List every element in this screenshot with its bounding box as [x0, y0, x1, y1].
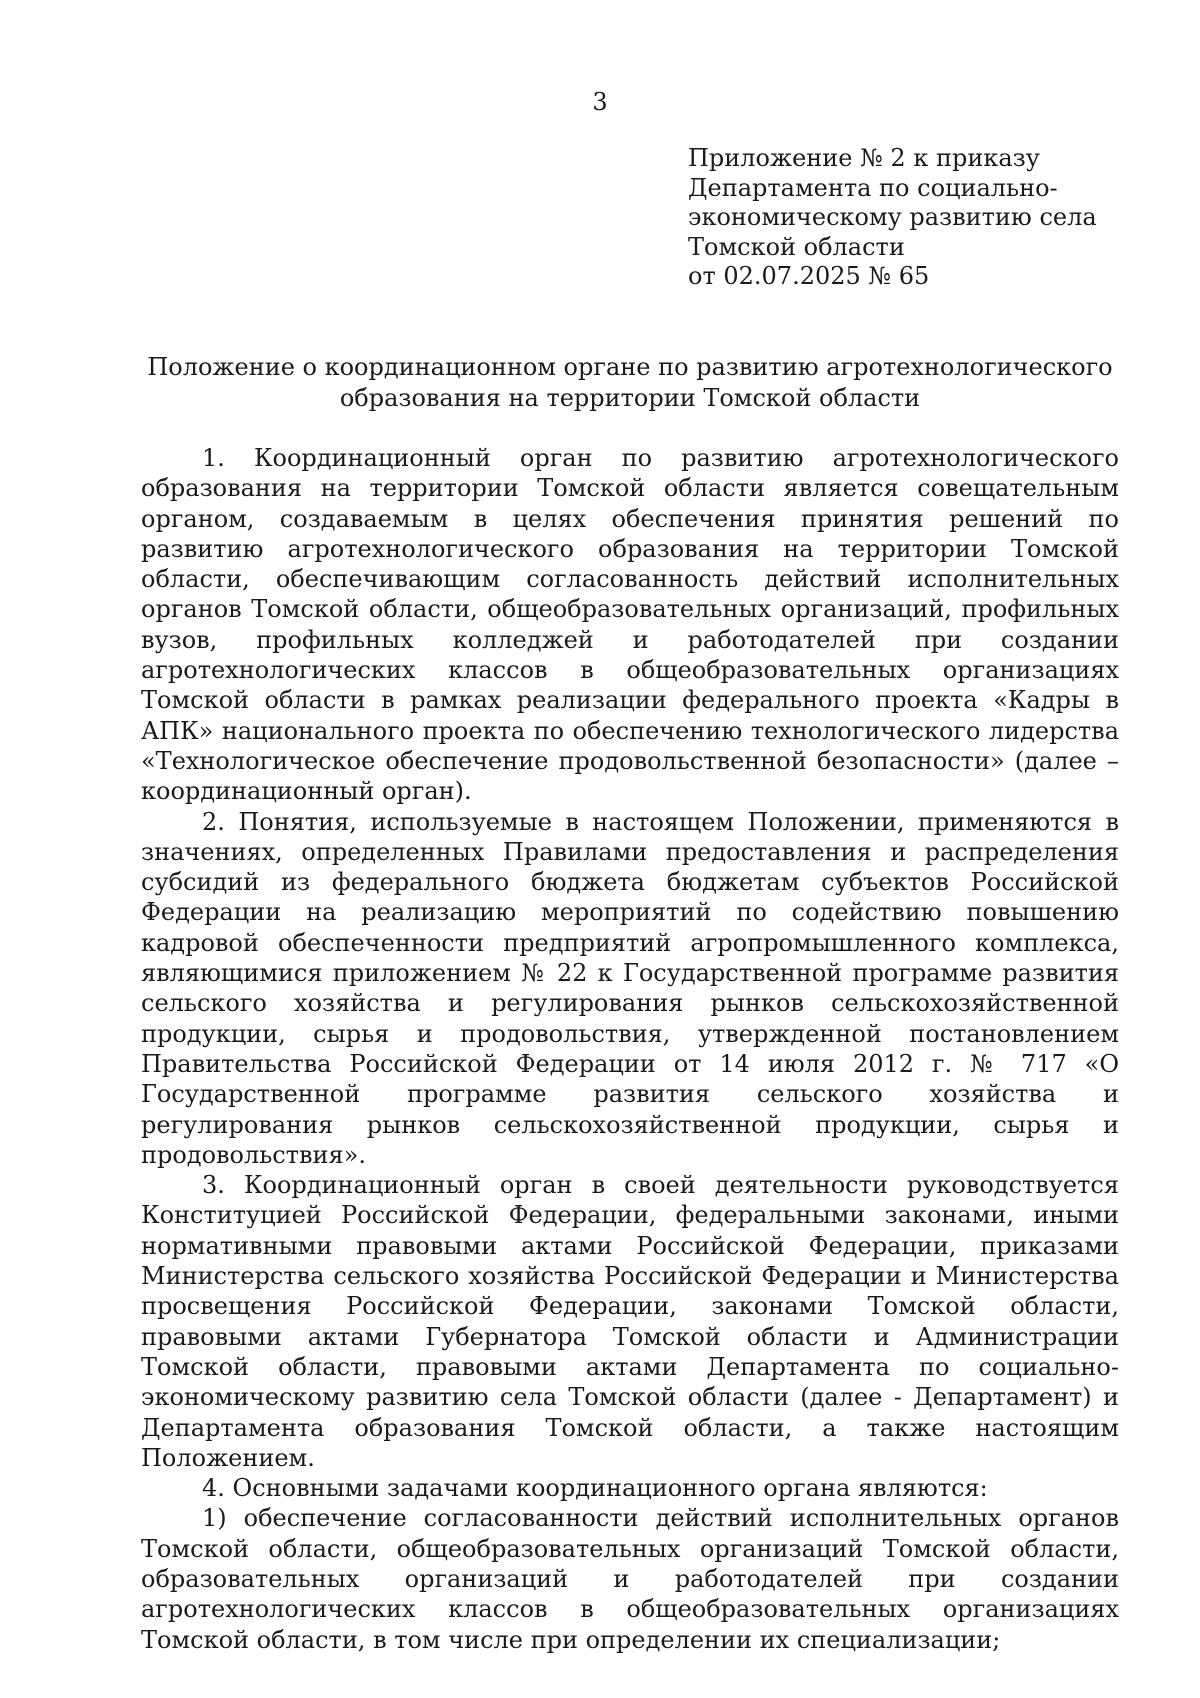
appendix-header — [688, 144, 1128, 292]
title-line: Положение о координационном органе по развитию агротехнологического — [147, 353, 1113, 381]
paragraph-3: 3. Координационный орган в своей деятельности руководствуется Конституцией Российской Федерации, федеральными законами, иными нормативными правовыми актами Российской Федерации, приказами Министерства сельского хозяйства Российской Федерации и Министерства просвещения Российской Федерации, законами Томской области, правовыми актами Губернатора Томской области и Администрации Томской области, правовыми актами Департамента по социально-экономическому развитию села Томской области (далее - Департамент) и Департамента образования Томской области, а также настоящим Положением. — [141, 1171, 1119, 1472]
paragraph-4: 4. Основными задачами координационного органа являются: — [202, 1474, 988, 1503]
appendix-line: Департамента по социально- — [688, 173, 1058, 202]
appendix-line: от 02.07.2025 № 65 — [688, 262, 930, 290]
paragraph-4-item-1: 1) обеспечение согласованности действий исполнительных органов Томской области, общеобразовательных организаций Томской области, образовательных организаций и работодателей при создании агротехнологических классов в общеобразовательных организациях Томской области, в том числе при определении их специализации; — [141, 1504, 1119, 1654]
title-line: образования на территории Томской области — [339, 384, 921, 412]
paragraph-2: 2. Понятия, используемые в настоящем Положении, применяются в значениях, определенных Правилами предоставления и распределения субсидий из федерального бюджета бюджетам субъектов Российской Федерации на реализацию мероприятий по содействию повышению кадровой обеспеченности предприятий агропромышленного комплекса, являющимися приложением № 22 к Государственной программе развития сельского хозяйства и регулирования рынков сельскохозяйственной продукции, сырья и продовольствия, утвержденной постановлением Правительства Российской Федерации от 14 июля 2012 г. № 717 «О Государственной программе развития сельского хозяйства и регулирования рынков сельскохозяйственной продукции, сырья и продовольствия». — [141, 807, 1119, 1169]
appendix-line: Приложение № 2 к приказу — [688, 144, 1040, 172]
document-title — [140, 352, 1120, 414]
appendix-line: экономическому развитию села — [688, 203, 1097, 231]
appendix-line: Томской области — [688, 232, 905, 261]
document-body — [141, 443, 1119, 1655]
paragraph-1: 1. Координационный орган по развитию агротехнологического образования на территории Томской области является совещательным органом, создаваемым в целях обеспечения принятия решений по развитию агротехнологического образования на территории Томской области, обеспечивающим согласованность действий исполнительных органов Томской области, общеобразовательных организаций, профильных вузов, профильных колледжей и работодателей при создании агротехнологических классов в общеобразовательных организациях Томской области в рамках реализации федерального проекта «Кадры в АПК» национального проекта по обеспечению технологического лидерства «Технологическое обеспечение продовольственной безопасности» (далее – координационный орган). — [141, 444, 1119, 806]
page-number: 3 — [592, 88, 608, 116]
